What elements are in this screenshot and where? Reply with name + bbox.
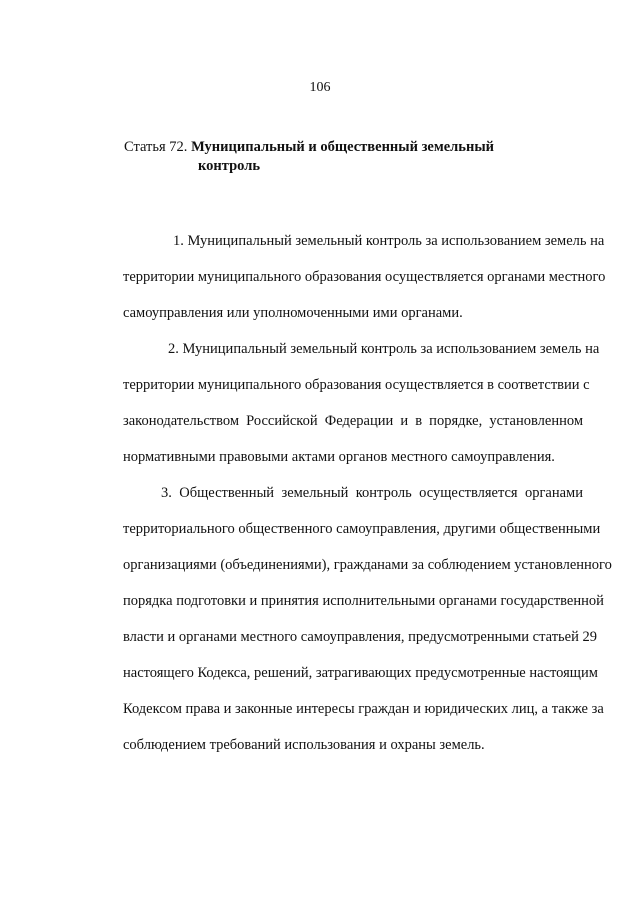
text-line: соблюдением требований использования и охраны земель. — [123, 737, 485, 753]
paragraph-2 — [73, 331, 600, 475]
text-line: территории муниципального образования осуществляется в соответствии с — [123, 377, 590, 393]
text-line: законодательством Российской Федерации и в порядке, установленном — [123, 413, 583, 429]
text-line: порядка подготовки и принятия исполнительными органами государственной — [123, 593, 604, 609]
page-number: 106 — [309, 80, 331, 95]
text-line: власти и органами местного самоуправления, предусмотренными статьей 29 — [123, 629, 597, 645]
text-line: 3. Общественный земельный контроль осуществляется органами — [161, 485, 583, 501]
paragraph-1 — [73, 223, 606, 331]
text-line: территориального общественного самоуправления, другими общественными — [123, 521, 601, 537]
text-line: самоуправления или уполномоченными ими органами. — [123, 305, 463, 321]
text-line: 1. Муниципальный земельный контроль за использованием земель на — [173, 233, 605, 249]
article-title-line1: Муниципальный и общественный земельный — [191, 139, 494, 155]
text-line: нормативными правовыми актами органов местного самоуправления. — [123, 449, 555, 465]
text-line: настоящего Кодекса, решений, затрагивающих предусмотренные настоящим — [123, 665, 598, 681]
text-line: территории муниципального образования осуществляется органами местного — [123, 269, 606, 285]
article-label: Статья 72. — [124, 139, 188, 155]
text-line: Кодексом права и законные интересы граждан и юридических лиц, а также за — [123, 701, 604, 717]
article-title-line2: контроль — [198, 158, 260, 174]
article-heading — [124, 138, 544, 176]
text-line: 2. Муниципальный земельный контроль за использованием земель на — [168, 341, 600, 357]
paragraph-3 — [73, 475, 612, 763]
article-body — [73, 223, 612, 763]
text-line: организациями (объединениями), гражданами за соблюдением установленного — [123, 557, 612, 573]
